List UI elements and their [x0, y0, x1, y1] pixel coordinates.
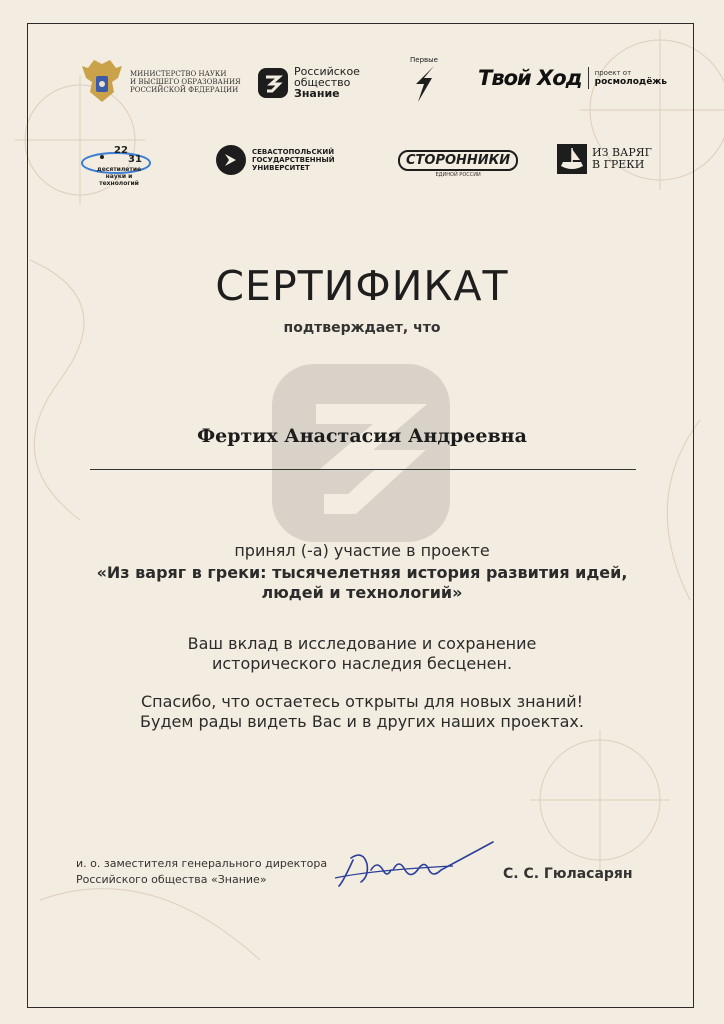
project-name	[0, 563, 724, 603]
decade-line-2: науки и технологий	[99, 173, 139, 187]
thanks-line-1: Спасибо, что остаетесь открыты для новых знаний!	[140, 692, 584, 711]
russian-emblem-icon	[80, 58, 124, 106]
decade-logo	[80, 143, 152, 187]
iz-varyag-line-2: В ГРЕКИ	[592, 158, 645, 171]
name-underline	[90, 469, 636, 470]
iz-varyag-logo	[557, 144, 652, 174]
znanie-line-2: общество	[294, 76, 351, 89]
decade-number-bottom: 31	[128, 154, 142, 165]
decade-number-top: 22	[114, 145, 128, 156]
iz-varyag-line-1: ИЗ ВАРЯГ	[592, 146, 652, 159]
tvoy-hod-side-bottom: росмолодёжь	[594, 77, 667, 87]
certificate-subtitle: подтверждает, что	[283, 320, 441, 336]
handwritten-signature	[333, 830, 498, 892]
signer-name: С. С. Гюласарян	[503, 866, 633, 882]
storonniki-logo	[398, 150, 518, 178]
ministry-logo	[80, 58, 241, 106]
ministry-line-3: РОССИЙСКОЙ ФЕДЕРАЦИИ	[130, 86, 239, 94]
pervye-logo	[410, 56, 438, 104]
signer-position	[76, 856, 327, 888]
storonniki-sub: ЕДИНОЙ РОССИИ	[435, 172, 481, 178]
znanie-logo	[258, 66, 360, 99]
sevgu-logo	[216, 145, 335, 175]
ministry-line-1: МИНИСТЕРСТВО НАУКИ	[130, 70, 227, 78]
certificate-title: СЕРТИФИКАТ	[215, 262, 509, 310]
signer-position-line-1: и. о. заместителя генерального директора	[76, 857, 328, 870]
znanie-icon	[258, 68, 288, 98]
ministry-line-2: И ВЫСШЕГО ОБРАЗОВАНИЯ	[130, 78, 241, 86]
znanie-watermark-icon	[272, 364, 450, 542]
pervye-mark-icon	[412, 64, 436, 104]
tvoy-hod-side-top: проект от	[594, 69, 632, 77]
pervye-label: Первые	[410, 56, 438, 64]
znanie-line-1: Российское	[294, 65, 360, 78]
signer-position-line-2: Российского общества «Знание»	[76, 873, 267, 886]
storonniki-label: СТОРОННИКИ	[398, 150, 518, 171]
project-line-1: «Из варяг в греки: тысячелетняя история развития идей,	[96, 563, 628, 582]
ship-icon	[557, 144, 587, 174]
decade-line-1: десятилетие	[96, 166, 142, 173]
tvoy-hod-label: Твой Ход	[478, 66, 582, 90]
participation-text: принял (-а) участие в проекте	[234, 541, 490, 560]
sevgu-icon	[216, 145, 246, 175]
sevgu-line-3: УНИВЕРСИТЕТ	[252, 164, 310, 172]
sevgu-line-1: СЕВАСТОПОЛЬСКИЙ	[252, 148, 335, 156]
thanks-text	[0, 692, 724, 732]
recipient-name: Фертих Анастасия Андреевна	[197, 425, 527, 447]
contribution-line-1: Ваш вклад в исследование и сохранение	[187, 634, 537, 653]
znanie-line-3: Знание	[294, 87, 340, 100]
contribution-text	[0, 634, 724, 674]
tvoy-hod-logo	[478, 66, 667, 90]
project-line-2: людей и технологий»	[261, 583, 463, 602]
contribution-line-2: исторического наследия бесценен.	[211, 654, 513, 673]
sevgu-line-2: ГОСУДАРСТВЕННЫЙ	[252, 156, 335, 164]
thanks-line-2: Будем рады видеть Вас и в других наших проектах.	[140, 712, 584, 731]
